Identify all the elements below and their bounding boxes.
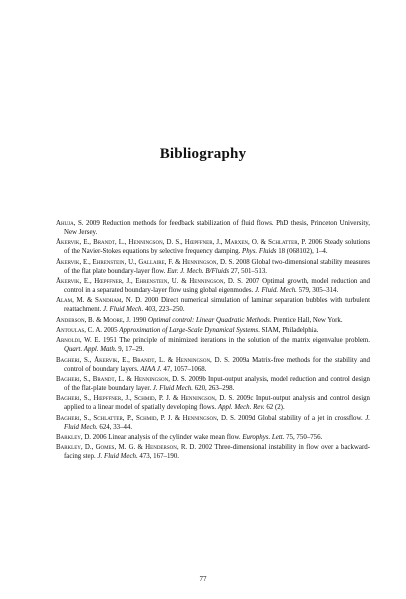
reference-details: 62 (2).	[264, 404, 285, 412]
reference-entry	[56, 327, 370, 336]
chapter-title: Bibliography	[159, 146, 247, 162]
reference-body: 2009b Input-output analysis, model reduction and control design of the flat-plate boundary layer.	[64, 376, 370, 392]
reference-entry	[56, 434, 370, 443]
reference-journal: Phys. Fluids	[242, 248, 277, 256]
reference-details: 18 (068102), 1–4.	[276, 248, 328, 256]
reference-authors: Arnoldi, W. E.	[56, 337, 101, 345]
reference-body: 2002 Three-dimensional instability in flow over a backward-facing step.	[64, 444, 370, 461]
reference-journal: Appl. Mech. Rev.	[217, 404, 265, 412]
reference-authors: Bagheri, S., Åkervik, E., Brandt, L. & Henningson, D. S.	[56, 356, 230, 364]
reference-authors: Alam, M. & Sandham, N. D.	[56, 297, 142, 305]
reference-details: 620, 263–298.	[192, 384, 235, 392]
reference-details: . Prentice Hall, New York.	[269, 316, 343, 324]
reference-entry	[56, 220, 370, 238]
reference-journal: Quart. Appl. Math.	[64, 346, 117, 354]
reference-body: 2009c Input-output analysis and control design applied to a linear model of spatially developing flows.	[64, 395, 370, 412]
reference-details: 75, 750–756.	[284, 433, 323, 441]
reference-authors: Bagheri, S., Schlatter, P., Schmid, P. J. & Henningson, D. S.	[56, 414, 236, 422]
reference-entry	[56, 297, 370, 315]
reference-entry	[56, 395, 370, 413]
reference-journal: Eur. J. Mech. B/Fluids	[167, 267, 230, 275]
reference-journal: J. Fluid Mech.	[152, 384, 193, 392]
reference-entry	[56, 376, 370, 394]
reference-details: 27, 501–513.	[229, 267, 267, 275]
reference-entry	[56, 278, 370, 296]
reference-body: 2000 Direct numerical simulation of laminar separation bubbles with turbulent reattachment.	[64, 297, 370, 314]
reference-details: 579, 305–314.	[296, 286, 339, 294]
reference-details: 473, 167–190.	[137, 453, 180, 461]
reference-details: 9, 17–29.	[116, 346, 145, 354]
reference-entry	[56, 357, 370, 375]
reference-journal: Approximation of Large-Scale Dynamical Systems	[119, 326, 259, 334]
reference-body: 2007 Optimal growth, model reduction and control in a separated boundary-layer flow using global eigenmodes.	[64, 277, 371, 294]
reference-entry	[56, 239, 370, 257]
reference-body: 2009 Reduction methods for feedback stabilization of fluid flows. PhD thesis, Princeton University, New Jersey.	[64, 220, 370, 236]
reference-body: 2006 Steady solutions of the Navier-Stokes equations by selective frequency damping.	[64, 239, 370, 256]
reference-journal: J. Fluid. Mech.	[254, 286, 297, 294]
reference-entry	[56, 317, 370, 326]
reference-authors: Anderson, B. & Moore, J.	[56, 316, 131, 324]
reference-entry	[56, 337, 370, 355]
reference-body: 2005	[102, 326, 120, 334]
reference-list	[56, 220, 370, 464]
reference-authors: Åkervik, E., Hœpffner, J., Ehrenstein, U. & Henningson, D. S.	[56, 277, 243, 285]
reference-body: 2008 Global two-dimensional stability measures of the flat plate boundary-layer flow.	[64, 258, 370, 275]
reference-body: 1951 The principle of minimized iterations in the solution of the matrix eigenvalue problem.	[100, 337, 370, 345]
reference-authors: Barkley, D., Gomes, M. G. & Henderson, R. D.	[56, 444, 197, 452]
reference-journal: J. Fluid Mech.	[97, 453, 138, 461]
reference-entry	[56, 259, 370, 277]
reference-journal: Optimal control: Linear Quadratic Methods	[147, 316, 270, 324]
reference-authors: Antoulas, C. A.	[56, 326, 103, 334]
reference-journal: Europhys. Lett.	[242, 433, 285, 441]
reference-details: 624, 33–44.	[97, 423, 133, 431]
reference-journal: J. Fluid Mech.	[103, 306, 144, 314]
reference-details: 47, 1057–1068.	[161, 365, 207, 373]
reference-authors: Bagheri, S., Brandt, L. & Henningson, D. S.	[56, 376, 187, 383]
reference-body: 2009d Global stability of a jet in crossflow.	[235, 414, 366, 422]
reference-entry	[56, 415, 370, 433]
reference-body: 2009a Matrix-free methods for the stability and control of boundary layers.	[64, 356, 370, 373]
reference-details: 403, 223–250.	[143, 306, 185, 314]
reference-journal: J. Fluid Mech.	[64, 414, 370, 431]
reference-body: 1990	[130, 316, 148, 324]
page-number: 77	[199, 575, 207, 583]
reference-entry	[56, 444, 370, 462]
reference-authors: Barkley, D.	[56, 433, 92, 441]
reference-journal: AIAA J.	[140, 365, 162, 373]
reference-authors: Bagheri, S., Hœpffner, J., Schmid, P. J. & Henningson, D. S.	[56, 395, 235, 403]
reference-details: . SIAM, Philadelphia.	[258, 326, 319, 334]
reference-authors: Åkervik, E., Ehrenstein, U., Gallaire, F. & Henningson, D. S.	[56, 258, 235, 266]
reference-authors: Åkervik, E., Brandt, L., Henningson, D. S., Hœpffner, J., Marxen, O. & Schlatter, P.	[56, 239, 307, 247]
reference-authors: Ahuja, S.	[56, 220, 84, 227]
reference-body: 2006 Linear analysis of the cylinder wake mean flow.	[91, 433, 243, 441]
